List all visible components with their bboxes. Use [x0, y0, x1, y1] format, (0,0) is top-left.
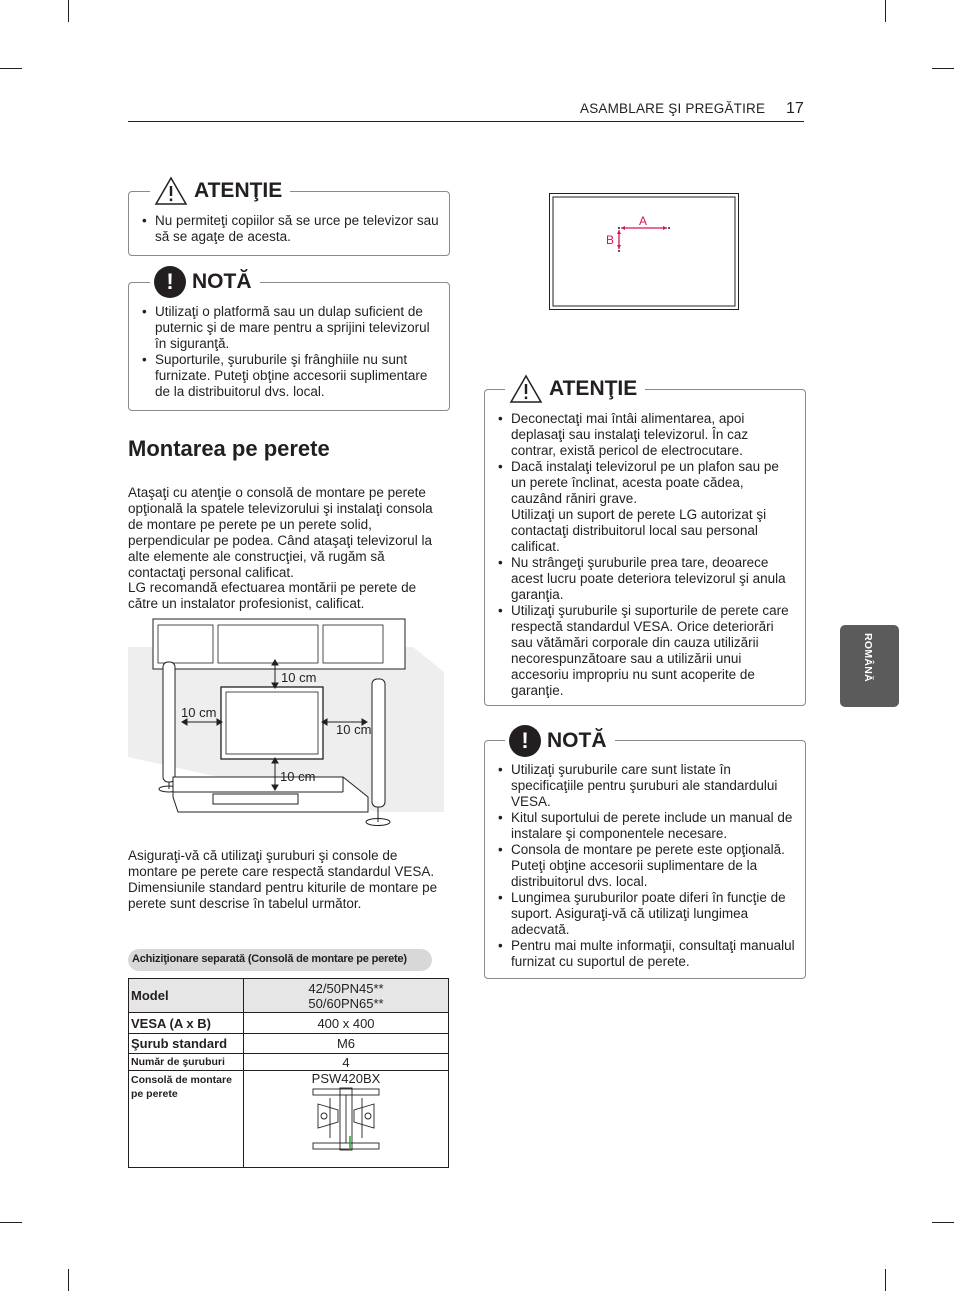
note-title-top: [150, 264, 260, 300]
table-cell-label: Consolă de montare pe perete: [129, 1071, 244, 1168]
table-cell-label: Număr de şuruburi: [129, 1054, 244, 1071]
list-item: • Lungimea şuruburilor poate diferi în funcţie de suport. Asiguraţi-vă că utilizaţi lungimea adecvată.: [498, 890, 798, 938]
model-line: 42/50PN45**: [308, 980, 384, 996]
caution-title-right: [505, 373, 645, 405]
warning-triangle-icon: [509, 374, 543, 404]
table-cell-value: [244, 1071, 449, 1168]
note-title-text: NOTĂ: [547, 729, 607, 752]
list-item: • Dacă instalaţi televizorul pe un plafon sau pe un perete înclinat, acesta poate cădea, cauzând răniri grave.: [498, 459, 796, 507]
caution-box-right: [484, 389, 806, 706]
list-item-continuation: Utilizaţi un suport de perete LG autorizat şi contactaţi distribuitorul local sau personal calificat.: [511, 507, 767, 554]
language-tab: [840, 625, 899, 707]
table-cell-value: [244, 979, 449, 1013]
vesa-label-a: A: [639, 214, 648, 228]
list-item: • Utilizaţi şuruburile şi suporturile de perete care respectă standardul VESA. Orice deteriorări sau vătămări corporale din cauza utilizării necorespunzătoare sau a utilizării unui accesoriu impropriu nu sunt acoperite de garanţie.: [498, 603, 796, 699]
table-row: [129, 1034, 449, 1054]
crop-mark: [0, 1222, 22, 1223]
clearance-label-left: 10 cm: [181, 705, 217, 720]
list-item: • Nu permiteţi copiilor să se urce pe televizor sau să se agaţe de acesta.: [142, 213, 442, 245]
caution-title-top: [150, 176, 290, 206]
crop-mark: [932, 1222, 954, 1223]
clearance-label-bottom: 10 cm: [280, 769, 316, 784]
intro-paragraph: Ataşaţi cu atenţie o consolă de montare pe perete opţională la spatele televizorului şi instalaţi consola de montare pe perete pe un perete solid, perpendicular pe podea. Când ataşaţi televizorul la alte elemente ale construcţiei, vă rugăm să contactaţi personal calificat.: [128, 485, 433, 580]
crop-mark: [68, 1269, 69, 1291]
table-caption-text: Achiziţionare separată (Consolă de montare pe perete): [132, 953, 407, 965]
table-row: [129, 979, 449, 1013]
vesa-label-b: B: [606, 233, 615, 247]
note-title-right: [505, 723, 615, 759]
vesa-paragraph: Asiguraţi-vă că utilizaţi şuruburi şi console de montare pe perete care respectă standardul VESA. Dimensiunile standard pentru kiturile de montare pe perete sunt descrise în tabelul următor.: [128, 848, 438, 911]
crop-mark: [68, 0, 69, 22]
section-title: Montarea pe perete: [128, 436, 330, 461]
intro-paragraph-2: LG recomandă efectuarea montării pe perete de către un instalator profesionist, calificat.: [128, 580, 417, 611]
model-line: 50/60PN65**: [308, 995, 384, 1011]
language-tab-label: ROMÂNĂ: [862, 633, 874, 683]
running-header: ASAMBLARE ŞI PREGĂTIRE: [580, 101, 766, 116]
crop-mark: [932, 68, 954, 69]
wall-bracket-drawing: [310, 1086, 382, 1152]
bracket-model: PSW420BX: [311, 1071, 381, 1086]
note-box-top: [128, 282, 450, 411]
crop-mark: [0, 68, 22, 69]
crop-mark: [885, 1269, 886, 1291]
table-row: [129, 1054, 449, 1071]
clearance-label-top: 10 cm: [281, 670, 317, 685]
vesa-spec-table: [128, 978, 449, 1168]
list-item: • Kitul suportului de perete include un manual de instalare şi componentele necesare.: [498, 810, 798, 842]
exclamation-icon: !: [154, 266, 186, 298]
clearance-label-right: 10 cm: [336, 722, 372, 737]
crop-mark: [885, 0, 886, 22]
wall-mount-illustration: [128, 617, 444, 829]
list-item: • Pentru mai multe informaţii, consultaţi manualul furnizat cu suportul de perete.: [498, 938, 798, 970]
table-cell-label: Şurub standard: [129, 1034, 244, 1054]
tv-back-vesa-diagram: [549, 193, 739, 310]
exclamation-icon: !: [509, 725, 541, 757]
page-number: 17: [786, 100, 804, 117]
table-caption: [128, 949, 432, 971]
table-cell-value: M6: [244, 1034, 449, 1054]
header-rule: [128, 121, 804, 122]
list-item: • Utilizaţi şuruburile care sunt listate în specificaţiile pentru şuruburi ale standardului VESA.: [498, 762, 798, 810]
table-cell-value: 400 x 400: [244, 1013, 449, 1034]
list-item: • Utilizaţi o platformă sau un dulap suficient de puternic şi de mare pentru a sprijini televizorul în siguranţă.: [142, 304, 442, 352]
warning-triangle-icon: [154, 176, 188, 206]
table-cell-value: 4: [244, 1054, 449, 1071]
table-row: [129, 1013, 449, 1034]
list-item: • Suporturile, şuruburile şi frânghiile nu sunt furnizate. Puteţi obţine accesorii suplimentare de la distribuitorul dvs. local.: [142, 352, 442, 400]
list-item: • Consola de montare pe perete este opţională. Puteţi obţine accesorii suplimentare de la distribuitorul dvs. local.: [498, 842, 798, 890]
note-box-right: [484, 740, 806, 979]
caution-title-text: ATENŢIE: [194, 179, 283, 202]
list-item: • Deconectaţi mai întâi alimentarea, apoi deplasaţi sau instalaţi televizorul. În caz contrar, există pericol de electrocutare.: [498, 411, 796, 459]
table-cell-label: VESA (A x B): [129, 1013, 244, 1034]
list-item: • Nu strângeţi şuruburile prea tare, deoarece acest lucru poate deteriora televizorul şi anula garanţia.: [498, 555, 796, 603]
table-cell-label: Model: [129, 979, 244, 1013]
caution-title-text: ATENŢIE: [549, 377, 638, 400]
note-title-text: NOTĂ: [192, 270, 252, 293]
table-row: [129, 1071, 449, 1168]
